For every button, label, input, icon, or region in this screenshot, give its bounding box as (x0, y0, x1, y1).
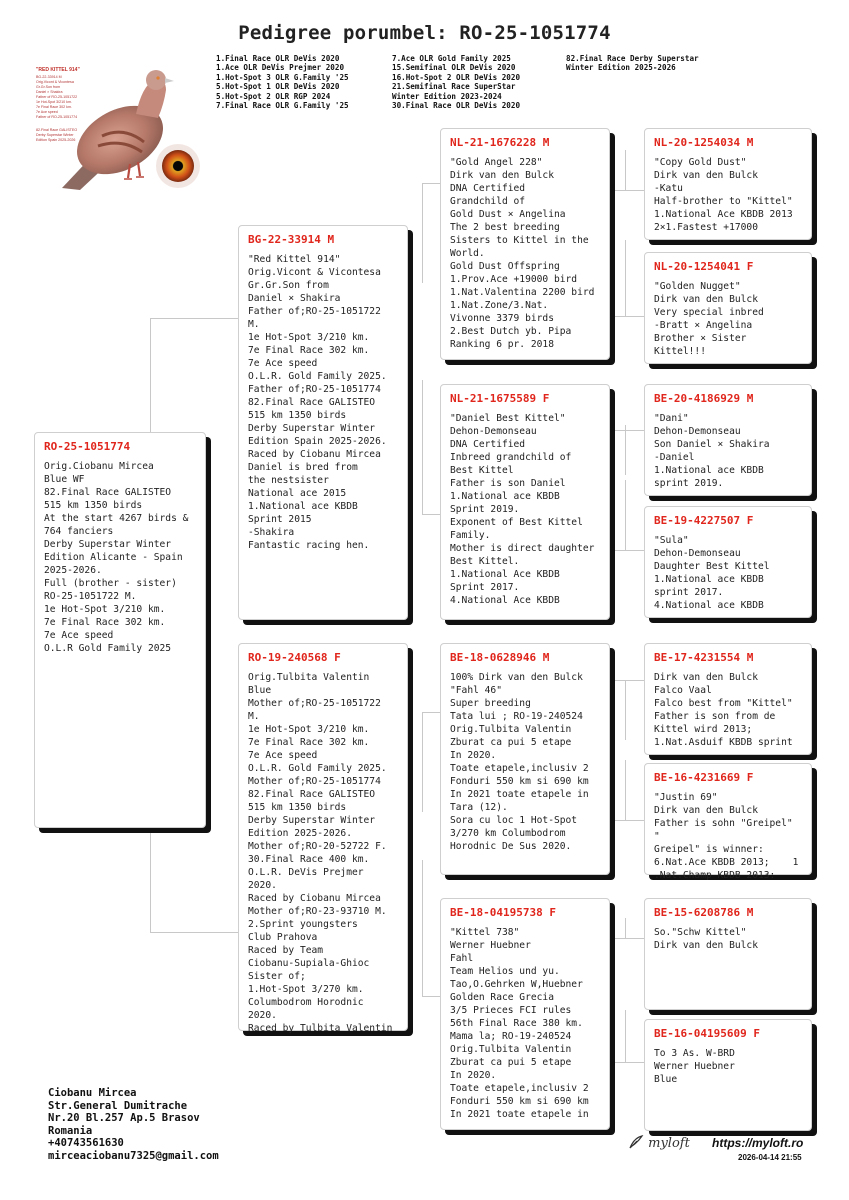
connector-line (625, 680, 626, 740)
photo-caption-line: 7e Ace speed (36, 110, 58, 114)
result-line: 5.Hot-Spot 2 OLR RGP 2024 (216, 91, 331, 101)
ring-number: BG-22-33914 M (248, 233, 335, 246)
result-line: 15.Semifinal OLR DeVis 2020 (392, 63, 516, 73)
photo-caption-line: Father of RO-25-1051774 (36, 115, 78, 119)
result-line: 7.Ace OLR Gold Family 2025 (392, 54, 511, 63)
photo-caption-line: 7e Final Race 302 km. (36, 105, 72, 109)
connector-line (150, 318, 238, 319)
photo-caption-line: 1e Hot-Spot 3/210 km. (36, 100, 72, 104)
feather-icon (628, 1134, 644, 1150)
page-title: Pedigree porumbel: RO-25-1051774 (238, 22, 611, 44)
myloft-logo (628, 1134, 690, 1151)
bird-description: "Copy Gold Dust" Dirk van den Bulck -Katu Half-brother to "Kittel" 1.National Ace KBDB 2013 2×1.Fastest +17000 (654, 157, 793, 233)
owner-email: mirceaciobanu7325@gmail.com (48, 1149, 219, 1162)
connector-line (614, 316, 644, 317)
connector-line (625, 760, 626, 820)
ring-number: BE-17-4231554 M (654, 651, 754, 664)
bird-description: "Gold Angel 228" Dirk van den Bulck DNA Certified Grandchild of Gold Dust × Angelina The 2 best breeding Sisters to Kittel in the World. Gold Dust Offspring 1.Prov.Ace +19000 bird 1.Nat.Valentina 2200 bird 1.Nat.Zone/3.Nat. Vivonne 3379 birds 2.Best Dutch yb. Pipa Ranking 6 pr. 2018 (450, 157, 595, 350)
pedigree-box-sire (238, 225, 408, 620)
result-line: 21.Semifinal Race SuperStar (392, 82, 516, 92)
result-line: 7.Final Race OLR G.Family '25 (216, 101, 349, 111)
owner-street: Str.General Dumitrache (48, 1099, 188, 1112)
bird-description: "Sula" Dehon-Demonseau Daughter Best Kittel 1.National ace KBDB sprint 2017. 4.National ace KBDB (654, 535, 770, 611)
connector-line (614, 550, 644, 551)
ring-number: RO-25-1051774 (44, 440, 131, 453)
bird-description: Orig.Ciobanu Mircea Blue WF 82.Final Race GALISTEO 515 km 1350 birds At the start 4267 birds & 764 fanciers Derby Superstar Winter Edition Alicante - Spain 2025-2026. Full (brother - sister) RO-25-1051722 M. 1e Hot-Spot 3/210 km. 7e Final Race 302 km. 7e Ace speed O.L.R Gold Family 2025 (44, 461, 189, 654)
pedigree-box-sdd (644, 506, 812, 618)
bird-description: "Justin 69" Dirk van den Bulck Father is sohn "Greipel" " Greipel" is winner: 6.Nat.Ace KBDB 2013; 1 .Nat.Champ KBDB 2013: (654, 792, 799, 881)
owner-phone: +40743561630 (48, 1137, 124, 1150)
owner-address: Nr.20 Bl.257 Ap.5 Brasov (48, 1112, 200, 1125)
result-line: 1.Hot-Spot 3 OLR G.Family '25 (216, 72, 349, 82)
results-column-2 (392, 54, 520, 110)
ring-number: BE-18-04195738 F (450, 906, 556, 919)
owner-country: Romania (48, 1124, 93, 1137)
connector-line (422, 380, 423, 514)
pedigree-box-sire-sire (440, 128, 610, 360)
pedigree-box-sss (644, 128, 812, 240)
site-url[interactable]: https://myloft.ro (712, 1136, 804, 1150)
connector-line (625, 150, 626, 190)
ring-number: NL-21-1676228 M (450, 136, 550, 149)
result-line: 82.Final Race Derby Superstar (566, 54, 699, 63)
ring-number: BE-19-4227507 F (654, 514, 754, 527)
result-line: Winter Edition 2023-2024 (392, 91, 502, 101)
bird-description: Dirk van den Bulck Falco Vaal Falco best from "Kittel" Father is son from de Kittel wird 2013; 1.Nat.Asduif KBDB sprint (654, 672, 793, 748)
photo-caption-line: Father of RO-25-1051722 (36, 95, 78, 99)
connector-line (625, 240, 626, 316)
connector-line (614, 430, 644, 431)
connector-line (625, 1010, 626, 1062)
result-line: Winter Edition 2025-2026 (566, 63, 676, 73)
results-column-1 (216, 54, 349, 110)
ring-number: NL-20-1254034 M (654, 136, 754, 149)
pedigree-box-ssd (644, 252, 812, 364)
bird-description: To 3 As. W-BRD Werner Huebner Blue (654, 1048, 735, 1085)
bird-description: "Daniel Best Kittel" Dehon-Demonseau DNA Certified Inbreed grandchild of Best Kittel Father is son Daniel 1.National ace KBDB Sprint 2019. Exponent of Best Kittel Family. Mother is direct daughter Best Kittel. 1.National Ace KBDB Sprint 2017. 4.National Ace KBDB (450, 413, 595, 606)
pedigree-box-sds (644, 384, 812, 496)
result-line: 5.Hot-Spot 1 OLR DeVis 2020 (216, 82, 340, 92)
connector-line (422, 183, 423, 283)
pedigree-box-dss (644, 643, 812, 755)
pedigree-box-sire-dam (440, 384, 610, 620)
connector-line (422, 183, 440, 184)
photo-caption-line: Orig.Vicont & Vicontesa (36, 80, 74, 84)
result-line: 16.Hot-Spot 2 OLR DeVis 2020 (392, 72, 521, 82)
photo-caption-line: Gr.Gr.Son from (36, 85, 61, 89)
pedigree-box-dsd (644, 763, 812, 881)
pedigree-box-dds (644, 898, 812, 1010)
photo-caption-line: Edition Spain 2025-2026 (36, 138, 76, 142)
owner-contact (48, 1087, 219, 1163)
connector-line (422, 860, 423, 996)
photo-caption-line: Derby Superstar Winter (36, 133, 74, 137)
pedigree-box-dam-sire (440, 643, 610, 875)
ring-number: BE-20-4186929 M (654, 392, 754, 405)
ring-number: NL-20-1254041 F (654, 260, 754, 273)
connector-line (614, 820, 644, 821)
bird-description: Orig.Tulbita Valentin Blue Mother of;RO-25-1051722 M. 1e Hot-Spot 3/210 km. 7e Final Race 302 km. 7e Ace speed O.L.R. Gold Family 2025. Mother of;RO-25-1051774 82.Final Race GALISTEO 515 km 1350 birds Derby Superstar Winter Edition 2025-2026. Mother of;RO-20-52722 F. 30.Final Race 400 km. O.L.R. DeVis Prejmer 2020. Raced by Ciobanu Mircea Mother of;RO-23-93710 M. 2.Sprint youngsters Club Prahova Raced by Team Ciobanu-Supiala-Ghioc Sister of; 1.Hot-Spot 3/270 km. Columbodrom Horodnic 2020. Raced by Tulbita Valentin (248, 672, 393, 1034)
pedigree-box-dam (238, 643, 408, 1034)
pedigree-box-dam-dam (440, 898, 610, 1130)
connector-line (422, 996, 440, 997)
ring-number: NL-21-1675589 F (450, 392, 550, 405)
pedigree-box-ddd (644, 1019, 812, 1131)
pigeon-photo (32, 56, 204, 196)
connector-line (150, 828, 151, 932)
connector-line (614, 680, 644, 681)
logo-text: myloft (648, 1136, 690, 1151)
bird-description: "Dani" Dehon-Demonseau Son Daniel × Shakira -Daniel 1.National ace KBDB sprint 2019. (654, 413, 770, 489)
result-line: 30.Final Race OLR DeVis 2020 (392, 101, 521, 111)
connector-line (422, 514, 440, 515)
bird-description: 100% Dirk van den Bulck "Fahl 46" Super breeding Tata lui ; RO-19-240524 Orig.Tulbita Valentin Zburat ca pui 5 etape In 2020. Toate etapele,inclusiv 2 Fonduri 550 km si 690 km In 2021 toate etapele in Tara (12). Sora cu loc 1 Hot-Spot 3/270 km Columbodrom Horodnic De Sus 2020. (450, 672, 589, 852)
connector-line (422, 712, 440, 713)
timestamp: 2026-04-14 21:55 (738, 1153, 802, 1162)
bird-description: "Golden Nugget" Dirk van den Bulck Very special inbred -Bratt × Angelina Brother × Sister Kittel!!! (654, 281, 764, 357)
connector-line (422, 712, 423, 812)
connector-line (625, 480, 626, 550)
result-line: 1.Final Race OLR DeVis 2020 (216, 54, 340, 63)
connector-line (625, 918, 626, 938)
photo-caption-title: "RED KITTEL 914" (36, 67, 80, 73)
photo-caption-line: 82.Final Race GALISTEO (36, 128, 78, 132)
photo-caption-line: BG-22-33914 M (36, 75, 62, 79)
ring-number: RO-19-240568 F (248, 651, 341, 664)
connector-line (625, 425, 626, 475)
bird-description: "Red Kittel 914" Orig.Vicont & Vicontesa Gr.Gr.Son from Daniel × Shakira Father of;RO-25-1051722 M. 1e Hot-Spot 3/210 km. 7e Final Race 302 km. 7e Ace speed O.L.R. Gold Family 2025. Father of;RO-25-1051774 82.Final Race GALISTEO 515 km 1350 birds Derby Superstar Winter Edition Spain 2025-2026. Raced by Ciobanu Mircea Daniel is bred from the nestsister National ace 2015 1.National ace KBDB Sprint 2015 -Shakira Fantastic racing hen. (248, 254, 387, 551)
owner-name: Ciobanu Mircea (48, 1087, 137, 1099)
footer-branding (628, 1134, 828, 1174)
ring-number: BE-15-6208786 M (654, 906, 754, 919)
ring-number: BE-18-0628946 M (450, 651, 550, 664)
pedigree-box-subject (34, 432, 206, 828)
connector-line (614, 1062, 644, 1063)
bird-description: "Kittel 738" Werner Huebner Fahl Team Helios und yu. Tao,O.Gehrken W,Huebner Golden Race Grecia 3/5 Prieces FCI rules 56th Final Race 380 km. Mama la; RO-19-240524 Orig.Tulbita Valentin Zburat ca pui 5 etape In 2020. Toate etapele,inclusiv 2 Fonduri 550 km si 690 km In 2021 toate etapele in (450, 927, 589, 1120)
connector-line (614, 938, 644, 939)
results-column-3 (566, 54, 699, 73)
connector-line (150, 932, 238, 933)
ring-number: BE-16-04195609 F (654, 1027, 760, 1040)
bird-description: So."Schw Kittel" Dirk van den Bulck (654, 927, 758, 951)
connector-line (614, 190, 644, 191)
photo-caption-line: Daniel × Shakira (36, 90, 63, 94)
connector-line (150, 318, 151, 434)
result-line: 1.Ace OLR DeVis Prejmer 2020 (216, 63, 345, 73)
ring-number: BE-16-4231669 F (654, 771, 754, 784)
